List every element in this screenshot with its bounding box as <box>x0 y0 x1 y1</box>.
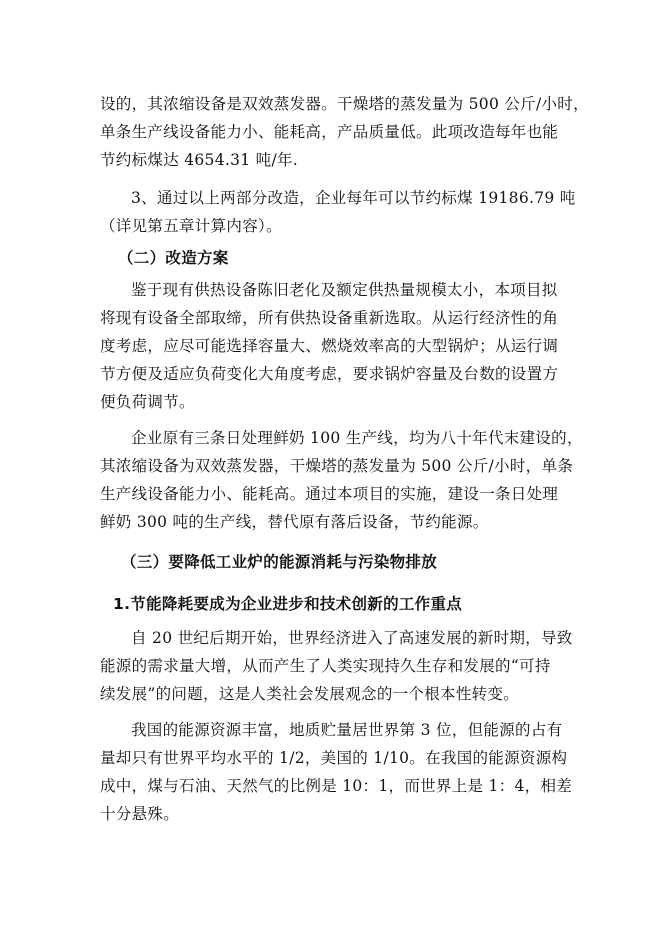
paragraph-line: 3、通过以上两部分改造，企业每年可以节约标煤 19186.79 吨 <box>131 189 576 207</box>
paragraph-line: 节方便及适应负荷变化大角度考虑，要求锅炉容量及台数的设置方 <box>100 365 559 383</box>
paragraph-line: 续发展”的问题，这是人类社会发展观念的一个根本性转变。 <box>100 685 520 703</box>
paragraph-line: 鉴于现有供热设备陈旧老化及额定供热量规模太小，本项目拟 <box>131 281 558 299</box>
paragraph-line: 成中，煤与石油、天然气的比例是 10：1，而世界上是 1：4，相差 <box>100 777 573 795</box>
subsection-heading: 1.节能降耗要成为企业进步和技术创新的工作重点 <box>113 595 463 613</box>
paragraph-line: 其浓缩设备为双效蒸发器，干燥塔的蒸发量为 500 公斤/小时，单条 <box>100 457 574 475</box>
paragraph-line: 能源的需求量大增，从而产生了人类实现持久生存和发展的“可持 <box>100 657 551 675</box>
section-heading: （二）改造方案 <box>118 249 229 267</box>
paragraph-line: 企业原有三条日处理鲜奶 100 生产线，均为八十年代末建设的， <box>131 429 583 447</box>
paragraph-line: 节约标煤达 4654.31 吨/年. <box>100 151 298 169</box>
paragraph-line: 便负荷调节。 <box>100 393 195 411</box>
paragraph-line: （详见第五章计算内容）。 <box>100 217 282 235</box>
paragraph-line: 我国的能源资源丰富，地质贮量居世界第 3 位，但能源的占有 <box>131 721 563 739</box>
paragraph-line: 自 20 世纪后期开始，世界经济进入了高速发展的新时期，导致 <box>131 629 573 647</box>
paragraph-line: 单条生产线设备能力小、能耗高，产品质量低。此项改造每年也能 <box>100 123 559 141</box>
paragraph-line: 设的，其浓缩设备是双效蒸发器。干燥塔的蒸发量为 500 公斤/小时， <box>100 95 589 113</box>
paragraph-line: 度考虑，应尽可能选择容量大、燃烧效率高的大型锅炉；从运行调 <box>100 337 559 355</box>
paragraph-line: 鲜奶 300 吨的生产线，替代原有落后设备，节约能源。 <box>100 513 489 531</box>
paragraph-line: 十分悬殊。 <box>100 805 180 823</box>
section-heading: （三）要降低工业炉的能源消耗与污染物排放 <box>121 553 438 571</box>
paragraph-line: 量却只有世界平均水平的 1/2，美国的 1/10。在我国的能源资源构 <box>100 749 568 767</box>
paragraph-line: 将现有设备全部取缔，所有供热设备重新选取。从运行经济性的角 <box>100 309 559 327</box>
paragraph-line: 生产线设备能力小、能耗高。通过本项目的实施，建设一条日处理 <box>100 485 559 503</box>
